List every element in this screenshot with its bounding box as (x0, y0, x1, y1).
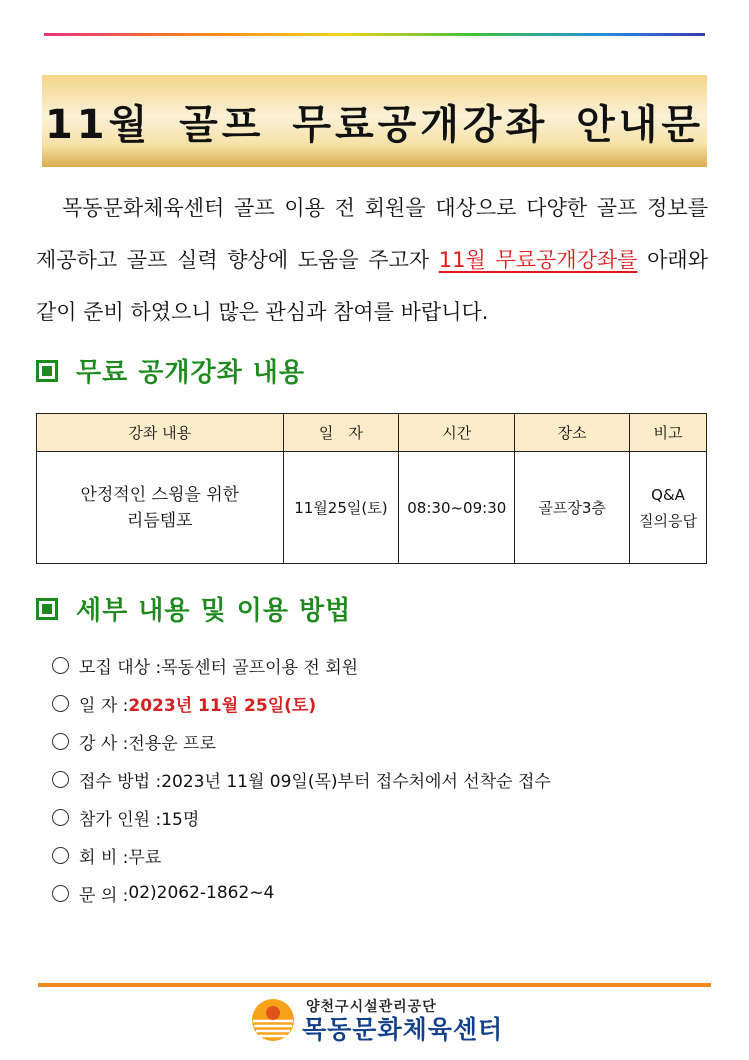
page-title: 11월 골프 무료공개강좌 안내문 (44, 101, 705, 148)
table-row (37, 452, 707, 564)
footer-org: 양천구시설관리공단 (306, 999, 437, 1015)
detail-label: 문 의 : (79, 885, 129, 906)
detail-label: 일 자 : (79, 695, 129, 716)
intro-text-before: 목동문화체육센터 골프 이용 전 회원을 대상으로 다양한 골프 정보를 제공하고 골프 실력 향상에 도움을 주고자 (36, 196, 708, 272)
cell-content-line1: 안정적인 스윙을 위한 (80, 484, 240, 505)
top-gradient-rule (44, 33, 705, 36)
intro-text-after: 아래와 같이 준비 하였으니 많은 관심과 참여를 바랍니다. (36, 248, 708, 324)
list-item (52, 874, 551, 912)
cell-time: 08:30~09:30 (399, 452, 515, 564)
footer-names (302, 996, 503, 1044)
header-date: 일 자 (283, 414, 399, 452)
detail-value: 2023년 11월 09일(목)부터 접수처에서 선착순 접수 (161, 771, 551, 792)
detail-value: 02)2062-1862~4 (128, 883, 275, 903)
section-heading-course (36, 352, 305, 389)
list-item (52, 646, 551, 684)
sun-emblem-icon (250, 997, 296, 1043)
bottom-orange-rule (38, 983, 711, 987)
cell-place: 골프장3층 (515, 452, 630, 564)
circle-bullet-icon (52, 885, 69, 902)
footer-center: 목동문화체육센터 (302, 1015, 504, 1044)
details-list (52, 646, 551, 912)
list-item (52, 684, 551, 722)
circle-bullet-icon (52, 809, 69, 826)
detail-value: 2023년 11월 25일(토) (128, 695, 317, 716)
section-heading-details-label: 세부 내용 및 이용 방법 (76, 596, 352, 626)
detail-value: 목동센터 골프이용 전 회원 (161, 657, 359, 678)
header-place: 장소 (515, 414, 630, 452)
list-item (52, 760, 551, 798)
detail-label: 접수 방법 : (79, 771, 162, 792)
square-bullet-icon (36, 598, 58, 620)
table-header-row (37, 414, 707, 452)
list-item (52, 798, 551, 836)
section-heading-course-label: 무료 공개강좌 내용 (76, 358, 306, 388)
circle-bullet-icon (52, 771, 69, 788)
cell-content (37, 452, 284, 564)
title-banner (42, 75, 707, 167)
intro-highlight: 11월 무료공개강좌를 (438, 248, 638, 272)
circle-bullet-icon (52, 847, 69, 864)
course-table (36, 413, 707, 564)
cell-content-line2: 리듬템포 (126, 510, 193, 531)
cell-date: 11월25일(토) (283, 452, 399, 564)
cell-note-line2: 질의응답 (639, 511, 697, 530)
list-item (52, 836, 551, 874)
list-item (52, 722, 551, 760)
intro-paragraph (36, 182, 708, 338)
cell-note (630, 452, 707, 564)
header-time: 시간 (399, 414, 515, 452)
cell-note-line1: Q&A (651, 485, 685, 504)
detail-label: 참가 인원 : (79, 809, 162, 830)
detail-value: 15명 (161, 809, 200, 830)
square-bullet-icon (36, 360, 58, 382)
circle-bullet-icon (52, 695, 69, 712)
detail-label: 회 비 : (79, 847, 129, 868)
header-content: 강좌 내용 (37, 414, 284, 452)
section-heading-details (36, 590, 351, 627)
detail-label: 강 사 : (79, 733, 129, 754)
header-note: 비고 (630, 414, 707, 452)
circle-bullet-icon (52, 733, 69, 750)
detail-value: 무료 (128, 847, 162, 868)
detail-value: 전용운 프로 (128, 733, 216, 754)
circle-bullet-icon (52, 657, 69, 674)
detail-label: 모집 대상 : (79, 657, 162, 678)
footer-logo (250, 996, 503, 1044)
